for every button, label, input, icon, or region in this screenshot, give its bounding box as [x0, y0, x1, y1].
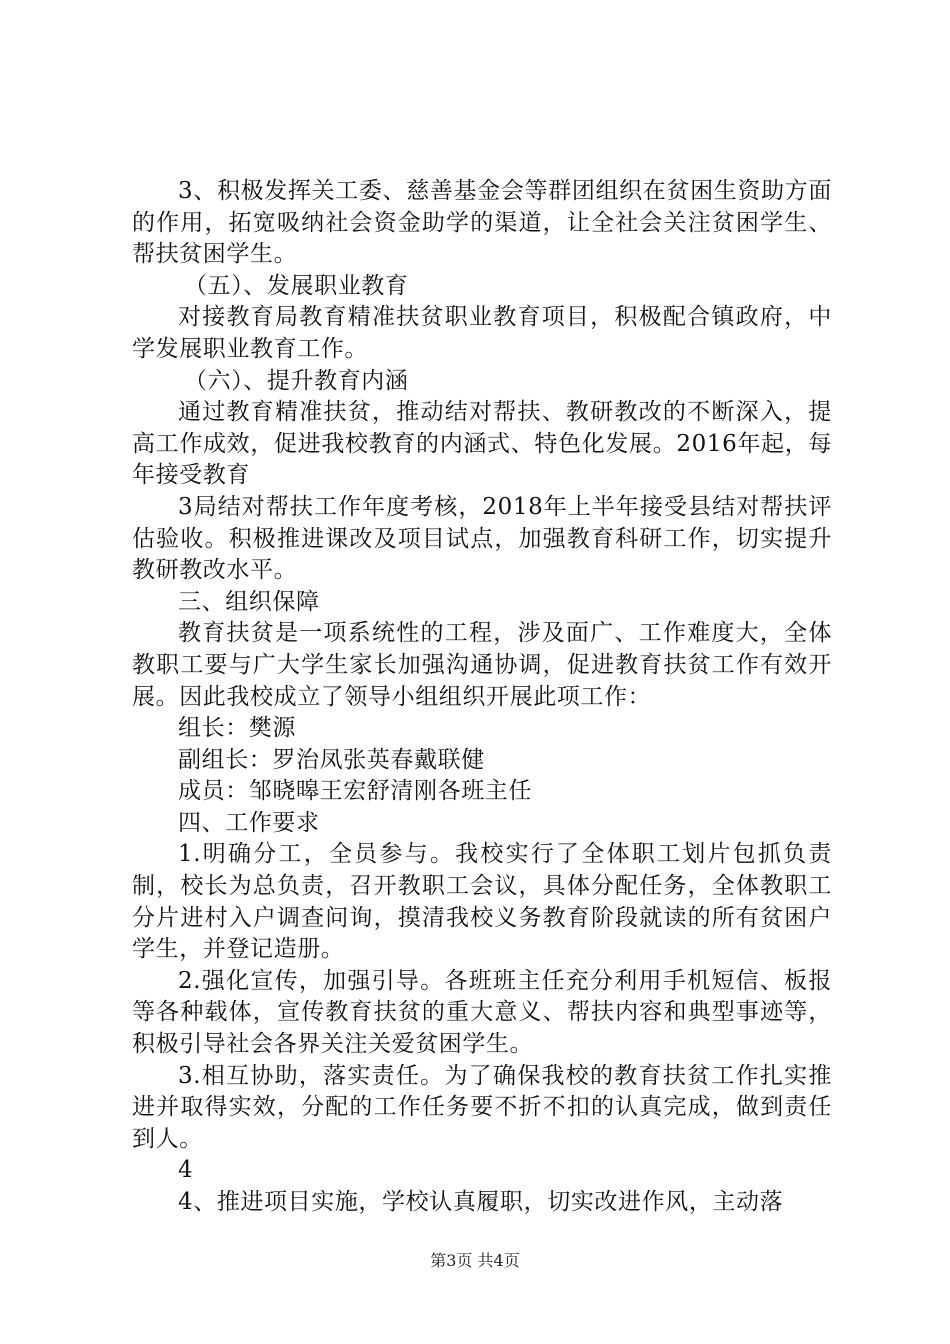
- stray-number: 4: [178, 1157, 194, 1184]
- paragraph-item-3: 3、积极发挥关工委、慈善基金会等群团组织在贫困生资助方面的作用，拓宽吸纳社会资金助学的渠道，让全社会关注贫困学生、帮扶贫困学生。: [132, 178, 832, 268]
- section-heading-requirements: 四、工作要求: [178, 809, 320, 836]
- paragraph-organization: 教育扶贫是一项系统性的工程，涉及面广、工作难度大，全体教职工要与广大学生家长加强沟通协调，促进教育扶贫工作有效开展。因此我校成立了领导小组组织开展此项工作：: [132, 620, 832, 710]
- requirement-2: 2.强化宣传，加强引导。各班班主任充分利用手机短信、板报等各种载体，宣传教育扶贫的重大意义、帮扶内容和典型事迹等，积极引导社会各界关注关爱贫困学生。: [132, 967, 832, 1058]
- paragraph-vocational: 对接教育局教育精准扶贫职业教育项目，积极配合镇政府，中学发展职业教育工作。: [132, 304, 832, 362]
- section-heading-connotation: （六）、提升教育内涵: [184, 367, 409, 394]
- section-heading-organization: 三、组织保障: [178, 588, 320, 615]
- section-heading-vocational: （五）、发展职业教育: [184, 272, 409, 299]
- requirement-4: 4、推进项目实施，学校认真履职，切实改进作风，主动落: [178, 1189, 784, 1215]
- page-number: 第3页 共4页: [430, 1251, 520, 1270]
- requirement-3: 3.相互协助，落实责任。为了确保我校的教育扶贫工作扎实推进并取得实效，分配的工作任务要不折不扣的认真完成，做到责任到人。: [132, 1062, 832, 1152]
- requirement-1: 1.明确分工，全员参与。我校实行了全体职工划片包抓负责制，校长为总负责，召开教职工会议，具体分配任务，全体教职工分片进村入户调查问询，摸清我校义务教育阶段就读的所有贫困户学生，并登记造册。: [132, 841, 832, 963]
- paragraph-assessment: 3局结对帮扶工作年度考核，2018年上半年接受县结对帮扶评估验收。积极推进课改及项目试点，加强教育科研工作，切实提升教研教改水平。: [132, 493, 832, 584]
- document-body: [132, 176, 832, 1219]
- paragraph-connotation: 通过教育精准扶贫，推动结对帮扶、教研教改的不断深入，提高工作成效，促进我校教育的内涵式、特色化发展。2016年起，每年接受教育: [132, 399, 832, 489]
- team-deputy-leaders: 副组长：罗治凤张英春戴联健: [178, 746, 485, 773]
- team-members: 成员：邹晓暤王宏舒清刚各班主任: [178, 778, 532, 805]
- team-leader: 组长：樊源: [178, 715, 296, 742]
